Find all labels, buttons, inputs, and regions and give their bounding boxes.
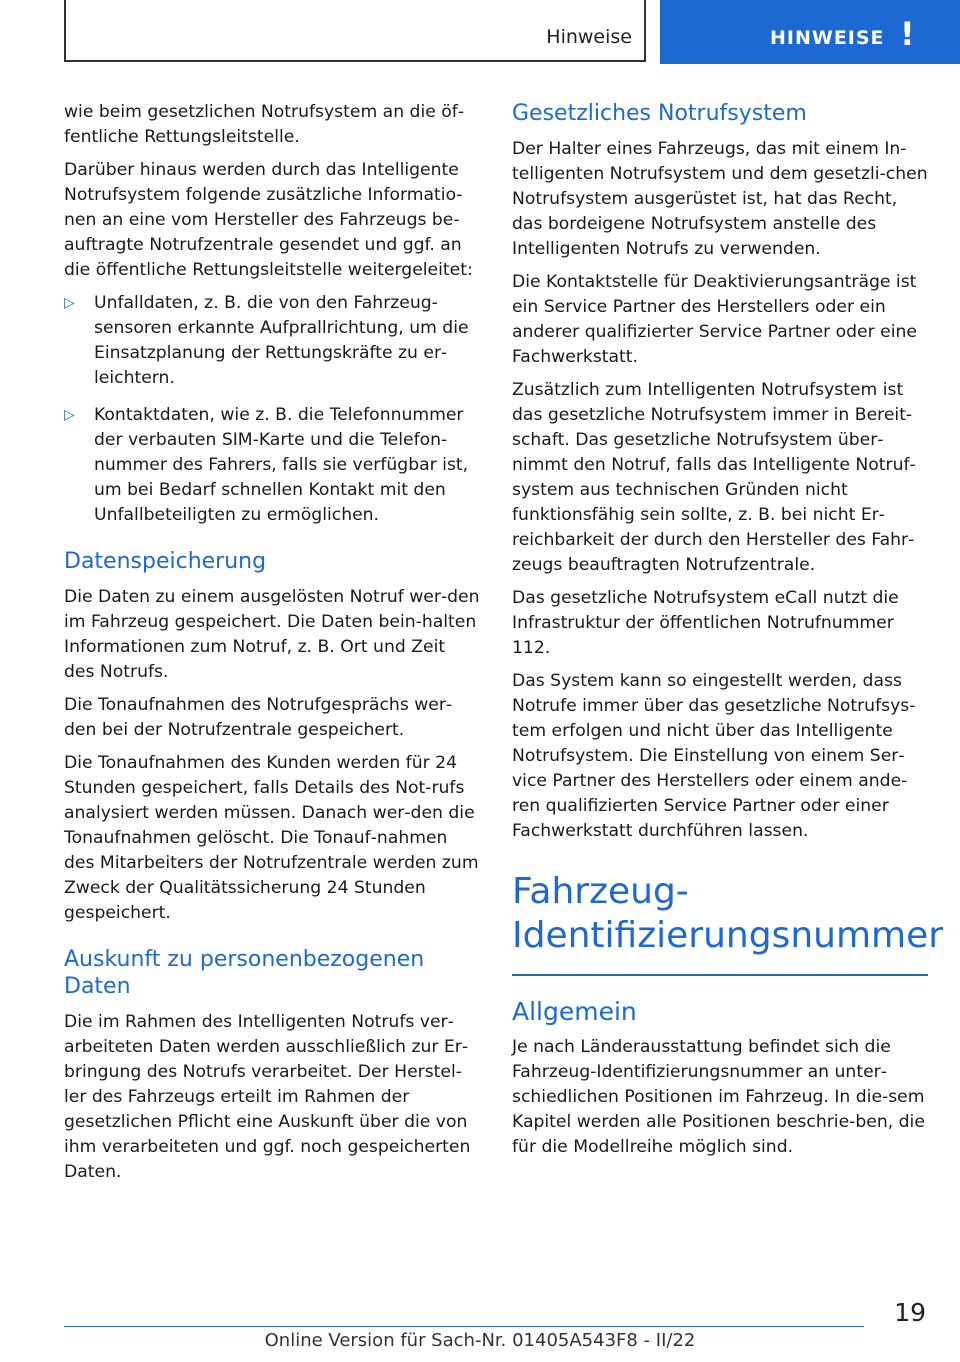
list-item [64, 403, 480, 528]
header-frame [64, 0, 646, 62]
exclamation-icon: ! [900, 15, 915, 53]
paragraph: Die Tonaufnahmen des Kunden werden für 24 Stunden gespeichert, falls Details des Not‐rufs analysiert werden müssen. Danach wer‐den die Tonaufnahmen gelöscht. Die Tonauf‐nahmen des Mitarbeiters der Notrufzentrale werden zum Zweck der Qualitätssicherung 24 Stunden gespeichert. [64, 753, 479, 923]
list-item [64, 291, 480, 391]
paragraph: Darüber hinaus werden durch das Intelligente Notrufsystem folgende zusätzliche Informatio‐nen an eine vom Hersteller des Fahrzeugs be‐auftragte Notrufzentrale gesendet und ggf. an die öffentliche Rettungsleitstelle weitergeleitet: [64, 160, 473, 280]
heading-auskunft: Auskunft zu personenbezogenen Daten [64, 947, 425, 999]
heading-datenspeicherung: Datenspeicherung [64, 549, 267, 574]
footer-divider [64, 1326, 864, 1327]
paragraph: Das System kann so eingestellt werden, dass Notrufe immer über das gesetzliche Notrufsys‐tem erfolgen und nicht über das Intelligente Notrufsystem. Die Einstellung von einem Ser‐vice Partner des Herstellers oder einem ande‐ren qualifizierten Service Partner oder einer Fachwerkstatt durchführen lassen. [512, 671, 916, 841]
header-section-title: Hinweise [546, 26, 632, 48]
heading-allgemein: Allgemein [512, 997, 637, 1026]
chapter-title-fahrzeug-identifizierungsnummer: Fahrzeug-Identifizierungsnummer [512, 870, 928, 976]
paragraph: Die im Rahmen des Intelligenten Notrufs ver‐arbeiteten Daten werden ausschließlich zur Er‐bringung des Notrufs verarbeitet. Der Herstel‐ler des Fahrzeugs erteilt im Rahmen der gesetzlichen Pflicht eine Auskunft über die von ihm verarbeiteten und ggf. noch gespeicherten Daten. [64, 1012, 471, 1182]
paragraph: wie beim gesetzlichen Notrufsystem an die öf‐fentliche Rettungsleitstelle. [64, 102, 465, 147]
chapter-tab-label: HINWEISE [770, 27, 885, 49]
chapter-tab[interactable] [660, 0, 960, 64]
footer-text: Online Version für Sach-Nr. 01405A543F8 - II/22 [264, 1330, 696, 1351]
right-column [512, 100, 944, 1168]
left-column [64, 100, 480, 1193]
list-item-text: Unfalldaten, z. B. die von den Fahrzeug‐sensoren erkannte Aufprallrichtung, um die Einsatzplanung der Rettungskräfte zu er‐leichtern. [94, 293, 469, 388]
paragraph: Das gesetzliche Notrufsystem eCall nutzt die Infrastruktur der öffentlichen Notrufnummer 112. [512, 588, 899, 658]
paragraph: Die Tonaufnahmen des Notrufgesprächs wer‐den bei der Notrufzentrale gespeichert. [64, 695, 453, 740]
paragraph: Die Kontaktstelle für Deaktivierungsanträge ist ein Service Partner des Herstellers oder ein anderer qualifizierter Service Partner oder eine Fachwerkstatt. [512, 272, 917, 367]
triangle-right-icon: ▷ [64, 295, 75, 311]
list-item-text: Kontaktdaten, wie z. B. die Telefonnummer der verbauten SIM-Karte und die Telefon‐nummer des Fahrers, falls sie verfügbar ist, um bei Bedarf schnellen Kontakt mit den Unfallbeteiligten zu ermöglichen. [94, 405, 469, 525]
paragraph: Je nach Länderausstattung befindet sich die Fahrzeug-Identifizierungsnummer an unter‐schiedlichen Positionen im Fahrzeug. In die‐sem Kapitel werden alle Positionen beschrie‐ben, die für die Modellreihe möglich sind. [512, 1037, 925, 1157]
heading-gesetzliches-notrufsystem: Gesetzliches Notrufsystem [512, 101, 807, 126]
paragraph: Der Halter eines Fahrzeugs, das mit einem In‐telligenten Notrufsystem und dem gesetzli‐chen Notrufsystem ausgerüstet ist, hat das Recht, das bordeigene Notrufsystem anstelle des Intelligenten Notrufs zu verwenden. [512, 139, 928, 259]
triangle-right-icon: ▷ [64, 407, 75, 423]
bullet-list [64, 291, 480, 528]
page-number: 19 [894, 1298, 926, 1327]
paragraph: Die Daten zu einem ausgelösten Notruf wer‐den im Fahrzeug gespeichert. Die Daten bein‐halten Informationen zum Notruf, z. B. Ort und Zeit des Notrufs. [64, 587, 480, 682]
paragraph: Zusätzlich zum Intelligenten Notrufsystem ist das gesetzliche Notrufsystem immer in Bereit‐schaft. Das gesetzliche Notrufsystem über‐nimmt den Notruf, falls das Intelligente Notruf‐system aus technischen Gründen nicht funktionsfähig sein sollte, z. B. bei nicht Er‐reichbarkeit der durch den Hersteller des Fahr‐zeugs beauftragten Notrufzentrale. [512, 380, 916, 575]
